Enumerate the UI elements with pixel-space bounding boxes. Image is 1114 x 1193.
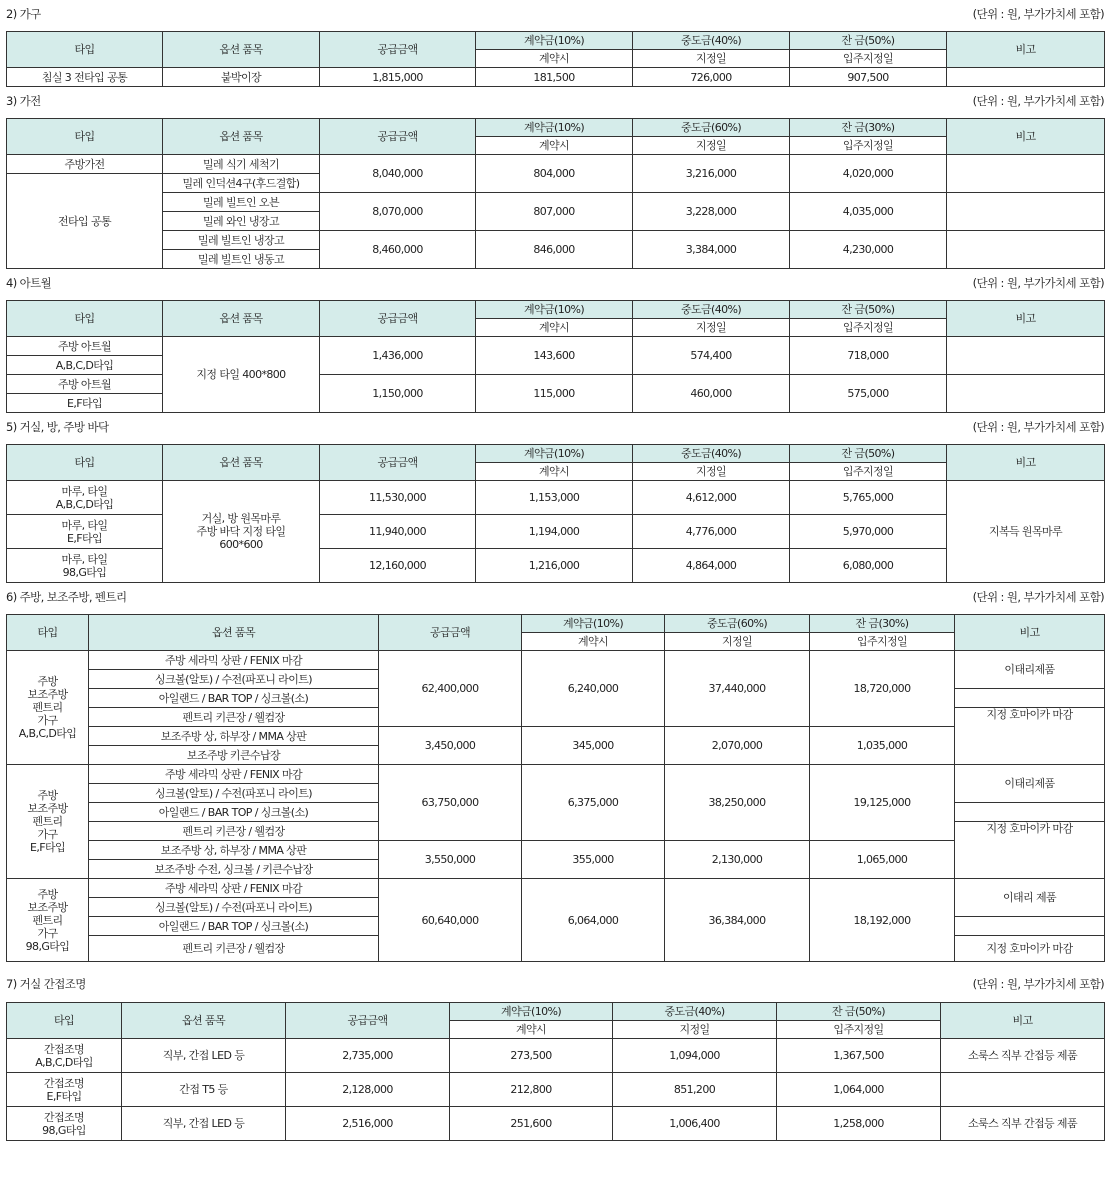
cell-item: 밀레 식기 세척기 xyxy=(163,155,320,174)
cell-middle: 1,094,000 xyxy=(613,1039,777,1073)
header-type: 타입 xyxy=(7,119,163,155)
cell-item: 지정 타일 400*800 xyxy=(163,337,320,413)
cell-balance: 5,765,000 xyxy=(790,481,947,515)
cell-type: 주방 아트월 xyxy=(7,375,163,394)
section-kitchen xyxy=(6,583,1104,962)
cell-supply: 11,530,000 xyxy=(320,481,476,515)
cell-remark: 지정 호마이카 마감 xyxy=(955,708,1105,765)
header-type: 타입 xyxy=(7,301,163,337)
header-middle: 중도금(40%) xyxy=(633,32,790,50)
cell-remark: 이태리제품 xyxy=(955,651,1105,689)
section-lighting xyxy=(6,962,1104,1141)
cell-supply: 2,735,000 xyxy=(286,1039,450,1073)
cell-remark xyxy=(947,231,1105,269)
header-remark: 비고 xyxy=(947,32,1105,68)
table-row xyxy=(7,765,1105,784)
section-title: 3) 가전 xyxy=(6,94,41,108)
subheader-contract: 계약시 xyxy=(522,633,665,651)
cell-supply: 2,516,000 xyxy=(286,1107,450,1141)
cell-item: 펜트리 키큰장 / 웰컴장 xyxy=(89,822,379,841)
cell-contract: 345,000 xyxy=(522,727,665,765)
cell-middle: 4,776,000 xyxy=(633,515,790,549)
cell-balance: 6,080,000 xyxy=(790,549,947,583)
header-type: 타입 xyxy=(7,32,163,68)
cell-item: 보조주방 키큰수납장 xyxy=(89,746,379,765)
cell-item: 직부, 간접 LED 등 xyxy=(122,1107,286,1141)
subheader-balance: 입주지정일 xyxy=(790,463,947,481)
cell-middle: 3,228,000 xyxy=(633,193,790,231)
subheader-contract: 계약시 xyxy=(476,463,633,481)
cell-supply: 12,160,000 xyxy=(320,549,476,583)
table-row xyxy=(7,727,1105,746)
artwall-table xyxy=(6,300,1105,413)
cell-supply: 3,550,000 xyxy=(379,841,522,879)
cell-middle: 38,250,000 xyxy=(665,765,810,841)
kitchen-table xyxy=(6,614,1105,962)
cell-remark: 이태리 제품 xyxy=(955,879,1105,917)
header-middle: 중도금(40%) xyxy=(633,301,790,319)
cell-contract: 6,375,000 xyxy=(522,765,665,841)
cell-contract: 355,000 xyxy=(522,841,665,879)
table-row xyxy=(7,841,1105,860)
cell-balance: 1,065,000 xyxy=(810,841,955,879)
unit-note: (단위 : 원, 부가가치세 포함) xyxy=(972,590,1104,604)
header-balance: 잔 금(50%) xyxy=(790,301,947,319)
cell-balance: 18,720,000 xyxy=(810,651,955,727)
header-middle: 중도금(60%) xyxy=(665,615,810,633)
cell-supply: 3,450,000 xyxy=(379,727,522,765)
cell-type: 마루, 타일 A,B,C,D타입 xyxy=(7,481,163,515)
cell-balance: 907,500 xyxy=(790,68,947,87)
cell-middle: 1,006,400 xyxy=(613,1107,777,1141)
cell-item: 아일랜드 / BAR TOP / 싱크볼(소) xyxy=(89,803,379,822)
table-row xyxy=(7,651,1105,670)
subheader-balance: 입주지정일 xyxy=(790,50,947,68)
header-balance: 잔 금(50%) xyxy=(790,445,947,463)
subheader-middle: 지정일 xyxy=(633,463,790,481)
cell-item: 거실, 방 원목마루 주방 바닥 지정 타일 600*600 xyxy=(163,481,320,583)
appliances-table xyxy=(6,118,1105,269)
section-title: 5) 거실, 방, 주방 바닥 xyxy=(6,420,109,434)
section-appliances xyxy=(6,87,1104,269)
cell-remark xyxy=(955,803,1105,822)
cell-item: 간접 T5 등 xyxy=(122,1073,286,1107)
subheader-middle: 지정일 xyxy=(633,50,790,68)
table-row xyxy=(7,1073,1105,1107)
cell-type: 주방 보조주방 펜트리 가구 A,B,C,D타입 xyxy=(7,651,89,765)
cell-type: 전타입 공통 xyxy=(7,174,163,269)
cell-remark: 이태리제품 xyxy=(955,765,1105,803)
cell-balance: 4,035,000 xyxy=(790,193,947,231)
cell-supply: 1,150,000 xyxy=(320,375,476,413)
cell-contract: 181,500 xyxy=(476,68,633,87)
cell-supply: 8,460,000 xyxy=(320,231,476,269)
cell-contract: 212,800 xyxy=(450,1073,613,1107)
table-row xyxy=(7,879,1105,898)
cell-contract: 846,000 xyxy=(476,231,633,269)
cell-balance: 1,035,000 xyxy=(810,727,955,765)
header-contract: 계약금(10%) xyxy=(450,1003,613,1021)
header-balance: 잔 금(30%) xyxy=(790,119,947,137)
cell-remark xyxy=(955,689,1105,708)
cell-item: 아일랜드 / BAR TOP / 싱크볼(소) xyxy=(89,917,379,936)
header-type: 타입 xyxy=(7,1003,122,1039)
cell-supply: 63,750,000 xyxy=(379,765,522,841)
cell-remark xyxy=(955,917,1105,936)
cell-contract: 804,000 xyxy=(476,155,633,193)
section-title: 2) 가구 xyxy=(6,7,41,21)
furniture-table xyxy=(6,31,1105,87)
cell-type: 침실 3 전타입 공통 xyxy=(7,68,163,87)
cell-type: 간접조명 98,G타입 xyxy=(7,1107,122,1141)
cell-item: 싱크볼(알토) / 수전(파포니 라이트) xyxy=(89,784,379,803)
section-title: 4) 아트월 xyxy=(6,276,52,290)
cell-item: 주방 세라믹 상판 / FENIX 마감 xyxy=(89,879,379,898)
table-row xyxy=(7,193,1105,212)
header-item: 옵션 품목 xyxy=(163,301,320,337)
cell-type: 마루, 타일 E,F타입 xyxy=(7,515,163,549)
cell-contract: 273,500 xyxy=(450,1039,613,1073)
cell-contract: 1,216,000 xyxy=(476,549,633,583)
header-supply: 공급금액 xyxy=(320,445,476,481)
lighting-table xyxy=(6,1002,1105,1141)
cell-type: 주방가전 xyxy=(7,155,163,174)
cell-item: 펜트리 키큰장 / 웰컴장 xyxy=(89,936,379,962)
header-supply: 공급금액 xyxy=(286,1003,450,1039)
header-supply: 공급금액 xyxy=(320,32,476,68)
header-item: 옵션 품목 xyxy=(89,615,379,651)
cell-balance: 19,125,000 xyxy=(810,765,955,841)
cell-middle: 4,864,000 xyxy=(633,549,790,583)
cell-balance: 18,192,000 xyxy=(810,879,955,962)
section-flooring xyxy=(6,413,1104,583)
header-contract: 계약금(10%) xyxy=(476,119,633,137)
cell-middle: 574,400 xyxy=(633,337,790,375)
header-remark: 비고 xyxy=(941,1003,1105,1039)
cell-type: E,F타입 xyxy=(7,394,163,413)
table-row xyxy=(7,68,1105,87)
header-middle: 중도금(40%) xyxy=(613,1003,777,1021)
subheader-contract: 계약시 xyxy=(476,50,633,68)
cell-contract: 143,600 xyxy=(476,337,633,375)
header-balance: 잔 금(50%) xyxy=(790,32,947,50)
cell-item: 보조주방 상, 하부장 / MMA 상판 xyxy=(89,727,379,746)
table-row xyxy=(7,337,1105,356)
header-contract: 계약금(10%) xyxy=(522,615,665,633)
table-row xyxy=(7,231,1105,250)
cell-balance: 718,000 xyxy=(790,337,947,375)
cell-item: 아일랜드 / BAR TOP / 싱크볼(소) xyxy=(89,689,379,708)
cell-contract: 6,064,000 xyxy=(522,879,665,962)
header-item: 옵션 품목 xyxy=(163,119,320,155)
cell-middle: 36,384,000 xyxy=(665,879,810,962)
subheader-contract: 계약시 xyxy=(476,137,633,155)
cell-contract: 807,000 xyxy=(476,193,633,231)
table-row xyxy=(7,155,1105,174)
cell-item: 보조주방 상, 하부장 / MMA 상판 xyxy=(89,841,379,860)
subheader-balance: 입주지정일 xyxy=(810,633,955,651)
cell-remark xyxy=(947,193,1105,231)
unit-note: (단위 : 원, 부가가치세 포함) xyxy=(972,420,1104,434)
cell-remark: 지복득 원목마루 xyxy=(947,481,1105,583)
cell-middle: 4,612,000 xyxy=(633,481,790,515)
subheader-balance: 입주지정일 xyxy=(777,1021,941,1039)
cell-middle: 851,200 xyxy=(613,1073,777,1107)
cell-supply: 8,070,000 xyxy=(320,193,476,231)
cell-item: 펜트리 키큰장 / 웰컴장 xyxy=(89,708,379,727)
cell-item: 주방 세라믹 상판 / FENIX 마감 xyxy=(89,651,379,670)
header-remark: 비고 xyxy=(947,119,1105,155)
cell-balance: 4,230,000 xyxy=(790,231,947,269)
cell-remark xyxy=(947,68,1105,87)
cell-supply: 62,400,000 xyxy=(379,651,522,727)
cell-item: 직부, 간접 LED 등 xyxy=(122,1039,286,1073)
section-title: 6) 주방, 보조주방, 펜트리 xyxy=(6,590,127,604)
cell-supply: 8,040,000 xyxy=(320,155,476,193)
header-item: 옵션 품목 xyxy=(122,1003,286,1039)
cell-middle: 460,000 xyxy=(633,375,790,413)
cell-item: 밀레 와인 냉장고 xyxy=(163,212,320,231)
cell-remark xyxy=(947,375,1105,413)
header-item: 옵션 품목 xyxy=(163,445,320,481)
cell-remark xyxy=(941,1073,1105,1107)
cell-supply: 1,436,000 xyxy=(320,337,476,375)
subheader-balance: 입주지정일 xyxy=(790,137,947,155)
cell-balance: 5,970,000 xyxy=(790,515,947,549)
header-remark: 비고 xyxy=(947,445,1105,481)
cell-remark xyxy=(947,337,1105,375)
cell-item: 주방 세라믹 상판 / FENIX 마감 xyxy=(89,765,379,784)
cell-balance: 575,000 xyxy=(790,375,947,413)
cell-middle: 726,000 xyxy=(633,68,790,87)
header-type: 타입 xyxy=(7,615,89,651)
header-supply: 공급금액 xyxy=(320,301,476,337)
unit-note: (단위 : 원, 부가가치세 포함) xyxy=(972,276,1104,290)
subheader-contract: 계약시 xyxy=(450,1021,613,1039)
cell-balance: 1,367,500 xyxy=(777,1039,941,1073)
cell-balance: 1,064,000 xyxy=(777,1073,941,1107)
unit-note: (단위 : 원, 부가가치세 포함) xyxy=(972,977,1104,991)
cell-item: 밀레 빌트인 오븐 xyxy=(163,193,320,212)
table-row xyxy=(7,1039,1105,1073)
cell-item: 싱크볼(알토) / 수전(파포니 라이트) xyxy=(89,898,379,917)
cell-type: A,B,C,D타입 xyxy=(7,356,163,375)
header-remark: 비고 xyxy=(955,615,1105,651)
cell-type: 주방 보조주방 펜트리 가구 98,G타입 xyxy=(7,879,89,962)
cell-contract: 6,240,000 xyxy=(522,651,665,727)
cell-balance: 1,258,000 xyxy=(777,1107,941,1141)
cell-remark: 소룩스 직부 간접등 제품 xyxy=(941,1039,1105,1073)
subheader-middle: 지정일 xyxy=(633,319,790,337)
header-middle: 중도금(60%) xyxy=(633,119,790,137)
header-type: 타입 xyxy=(7,445,163,481)
header-supply: 공급금액 xyxy=(379,615,522,651)
cell-supply: 1,815,000 xyxy=(320,68,476,87)
cell-item: 밀레 인덕션4구(후드결합) xyxy=(163,174,320,193)
cell-item: 밀레 빌트인 냉동고 xyxy=(163,250,320,269)
cell-type: 마루, 타일 98,G타입 xyxy=(7,549,163,583)
unit-note: (단위 : 원, 부가가치세 포함) xyxy=(972,7,1104,21)
section-furniture xyxy=(6,0,1104,87)
cell-item: 싱크볼(알토) / 수전(파포니 라이트) xyxy=(89,670,379,689)
section-title: 7) 거실 간접조명 xyxy=(6,977,86,991)
header-contract: 계약금(10%) xyxy=(476,32,633,50)
subheader-contract: 계약시 xyxy=(476,319,633,337)
cell-item: 밀레 빌트인 냉장고 xyxy=(163,231,320,250)
cell-remark: 지정 호마이카 마감 xyxy=(955,936,1105,962)
subheader-balance: 입주지정일 xyxy=(790,319,947,337)
header-middle: 중도금(40%) xyxy=(633,445,790,463)
cell-type: 간접조명 A,B,C,D타입 xyxy=(7,1039,122,1073)
cell-contract: 1,153,000 xyxy=(476,481,633,515)
unit-note: (단위 : 원, 부가가치세 포함) xyxy=(972,94,1104,108)
subheader-middle: 지정일 xyxy=(665,633,810,651)
cell-middle: 37,440,000 xyxy=(665,651,810,727)
cell-item: 붙박이장 xyxy=(163,68,320,87)
header-balance: 잔 금(30%) xyxy=(810,615,955,633)
cell-remark: 소룩스 직부 간접등 제품 xyxy=(941,1107,1105,1141)
cell-type: 주방 보조주방 펜트리 가구 E,F타입 xyxy=(7,765,89,879)
cell-middle: 2,130,000 xyxy=(665,841,810,879)
cell-balance: 4,020,000 xyxy=(790,155,947,193)
cell-middle: 3,384,000 xyxy=(633,231,790,269)
table-row xyxy=(7,481,1105,515)
cell-middle: 2,070,000 xyxy=(665,727,810,765)
cell-contract: 251,600 xyxy=(450,1107,613,1141)
section-artwall xyxy=(6,269,1104,413)
cell-item: 보조주방 수전, 싱크볼 / 키큰수납장 xyxy=(89,860,379,879)
subheader-middle: 지정일 xyxy=(633,137,790,155)
header-contract: 계약금(10%) xyxy=(476,445,633,463)
header-item: 옵션 품목 xyxy=(163,32,320,68)
cell-supply: 60,640,000 xyxy=(379,879,522,962)
cell-type: 주방 아트월 xyxy=(7,337,163,356)
cell-supply: 2,128,000 xyxy=(286,1073,450,1107)
header-remark: 비고 xyxy=(947,301,1105,337)
cell-type: 간접조명 E,F타입 xyxy=(7,1073,122,1107)
cell-supply: 11,940,000 xyxy=(320,515,476,549)
header-supply: 공급금액 xyxy=(320,119,476,155)
cell-middle: 3,216,000 xyxy=(633,155,790,193)
cell-contract: 115,000 xyxy=(476,375,633,413)
subheader-middle: 지정일 xyxy=(613,1021,777,1039)
header-contract: 계약금(10%) xyxy=(476,301,633,319)
cell-remark: 지정 호마이카 마감 xyxy=(955,822,1105,879)
table-row xyxy=(7,1107,1105,1141)
header-balance: 잔 금(50%) xyxy=(777,1003,941,1021)
cell-contract: 1,194,000 xyxy=(476,515,633,549)
cell-remark xyxy=(947,155,1105,193)
flooring-table xyxy=(6,444,1105,583)
